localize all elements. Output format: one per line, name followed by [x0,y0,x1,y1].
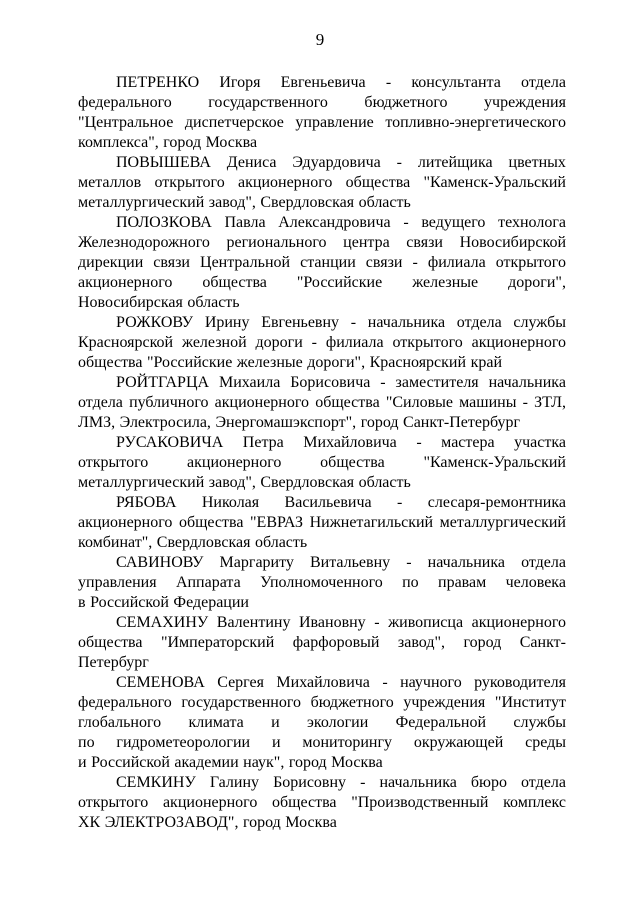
entry-line: акционерного общества "Российские железные дороги", [78,274,566,291]
award-entry [78,553,566,613]
entry-line: глобального климата и экологии Федеральной службы [78,714,566,731]
entry-first-line: ПЕТРЕНКО Игоря Евгеньевича - консультанта отдела [116,74,566,91]
entry-line: Красноярской железной дороги - филиала открытого акционерного [78,334,566,351]
entry-line: металлов открытого акционерного общества "Каменск-Уральский [78,174,566,191]
award-entry [78,213,566,313]
entry-first-line: СЕМКИНУ Галину Борисовну - начальника бюро отдела [116,774,566,791]
entry-line: Новосибирская область [78,294,240,311]
entry-line: ЛМЗ, Электросила, Энергомашэкспорт", город Санкт-Петербург [78,414,521,431]
entry-line: в Российской Федерации [78,594,249,611]
award-entry [78,373,566,433]
entry-line: управления Аппарата Уполномоченного по правам человека [78,574,566,591]
award-entry [78,433,566,493]
entry-line: комбинат", Свердловская область [78,534,308,551]
award-entry [78,313,566,373]
entry-first-line: САВИНОВУ Маргариту Витальевну - начальника отдела [116,554,566,571]
entry-line: Петербург [78,654,149,671]
entry-line: комплекса", город Москва [78,134,258,151]
page-number: 9 [315,30,325,49]
entry-line: федерального государственного бюджетного учреждения [78,94,566,111]
entry-first-line: ПОЛОЗКОВА Павла Александровича - ведущего технолога [116,214,566,231]
entry-first-line: РЯБОВА Николая Васильевича - слесаря-ремонтника [116,494,566,511]
award-list [78,73,566,833]
award-entry [78,773,566,833]
entry-line: общества "Российские железные дороги", Красноярский край [78,354,502,371]
entry-line: федерального государственного бюджетного учреждения "Институт [78,694,566,711]
entry-first-line: РОЖКОВУ Ирину Евгеньевну - начальника отдела службы [116,314,566,331]
entry-line: открытого акционерного общества "Производственный комплекс [78,794,566,811]
entry-line: акционерного общества "ЕВРАЗ Нижнетагильский металлургический [78,514,566,531]
award-entry [78,153,566,213]
entry-line: металлургический завод", Свердловская область [78,194,411,211]
entry-line: "Центральное диспетчерское управление топливно-энергетического [78,114,566,131]
award-entry [78,73,566,153]
award-entry [78,493,566,553]
entry-line: Железнодорожного регионального центра связи Новосибирской [78,234,566,251]
entry-line: и Российской академии наук", город Москва [78,754,383,771]
entry-first-line: СЕМАХИНУ Валентину Ивановну - живописца акционерного [116,614,566,631]
entry-line: дирекции связи Центральной станции связи - филиала открытого [78,254,566,271]
entry-line: металлургический завод", Свердловская область [78,474,411,491]
entry-first-line: РУСАКОВИЧА Петра Михайловича - мастера участка [116,434,566,451]
entry-line: общества "Императорский фарфоровый завод", город Санкт- [78,634,566,651]
award-entry [78,613,566,673]
entry-first-line: ПОВЫШЕВА Дениса Эдуардовича - литейщика цветных [116,154,566,171]
entry-line: по гидрометеорологии и мониторингу окружающей среды [78,734,566,751]
entry-first-line: СЕМЕНОВА Сергея Михайловича - научного руководителя [116,674,566,691]
entry-first-line: РОЙТГАРЦА Михаила Борисовича - заместителя начальника [116,374,566,391]
entry-line: ХК ЭЛЕКТРОЗАВОД", город Москва [78,814,337,831]
award-entry [78,673,566,773]
entry-line: отдела публичного акционерного общества "Силовые машины - ЗТЛ, [78,394,566,411]
entry-line: открытого акционерного общества "Каменск-Уральский [78,454,566,471]
